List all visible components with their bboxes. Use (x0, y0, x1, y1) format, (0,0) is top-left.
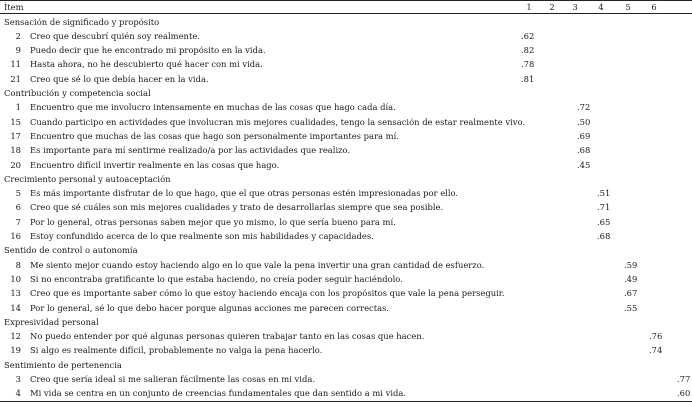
item-text: Creo que es importante saber cómo lo que estoy haciendo encaja con los propósitos que vale la pena perseguir. (30, 288, 505, 299)
item-text: Creo que sé lo que debía hacer en la vida. (30, 73, 209, 84)
table-row (0, 29, 692, 43)
item-text: Es más importante disfrutar de lo que hago, que el que otras personas estén impresionadas por ello. (30, 188, 459, 199)
factor-loading: .71 (597, 202, 611, 213)
factor-loading: .67 (624, 288, 638, 299)
factor-loading: .55 (624, 302, 638, 313)
header-col-6: 6 (651, 2, 657, 12)
item-text: Estoy confundido acerca de lo que realmente son mis habilidades y capacidades. (30, 231, 374, 241)
item-text: Si algo es realmente difícil, probablemente no valga la pena hacerlo. (30, 345, 323, 356)
factor-loading: .51 (597, 188, 611, 199)
table-row (0, 200, 692, 214)
section-title: Sensación de significado y propósito (4, 16, 160, 27)
item-number: 11 (10, 59, 21, 70)
factor-loading: .49 (624, 273, 638, 284)
header-col-5: 5 (625, 2, 631, 12)
factor-loading: .68 (597, 231, 611, 241)
factor-loading: .62 (521, 30, 535, 41)
item-number: 16 (10, 231, 21, 241)
factor-loading: .78 (521, 59, 535, 70)
table-row (0, 57, 692, 71)
item-number: 1 (15, 102, 21, 113)
factor-loading: .82 (521, 45, 535, 56)
factor-loading: .60 (677, 388, 691, 399)
item-text: Me siento mejor cuando estoy haciendo algo en lo que vale la pena invertir una gran cantidad de esfuerzo. (30, 259, 485, 270)
factor-loading: .77 (677, 374, 691, 384)
section-title: Contribución y competencia social (4, 88, 151, 98)
table-row (0, 343, 692, 357)
item-number: 5 (15, 188, 21, 199)
section-title: Sentido de control o autonomía (4, 245, 138, 256)
factor-loading: .59 (624, 259, 638, 270)
item-text: Cuando participo en actividades que involucran mis mejores cualidades, tengo la sensación de estar realmente vivo. (30, 116, 526, 127)
item-text: Mi vida se centra en un conjunto de creencias fundamentales que dan sentido a mi vida. (30, 388, 407, 399)
item-text: No puedo entender por qué algunas personas quieren trabajar tanto en las cosas que hacen. (30, 331, 425, 342)
item-text: Encuentro que me involucro intensamente en muchas de las cosas que hago cada día. (30, 102, 396, 113)
item-number: 2 (15, 30, 21, 41)
item-number: 6 (15, 202, 21, 213)
table-row (0, 143, 692, 157)
item-text: Puedo decir que he encontrado mi propósito en la vida. (30, 45, 266, 56)
item-number: 18 (10, 145, 21, 156)
section-title-row (0, 358, 692, 372)
header-col-3: 3 (572, 2, 578, 12)
section-title-row (0, 315, 692, 329)
item-text: Hasta ahora, no he descubierto qué hacer con mi vida. (30, 59, 263, 70)
item-text: Creo que sería ideal si me salieran fácilmente las cosas en mi vida. (30, 374, 315, 384)
table-row (0, 115, 692, 129)
table-row (0, 386, 692, 400)
factor-loading: .72 (577, 102, 591, 113)
table-row (0, 329, 692, 343)
table-row (0, 215, 692, 229)
table-row (0, 186, 692, 200)
section-title-row (0, 86, 692, 100)
factor-loading: .68 (577, 145, 591, 156)
header-col-4: 4 (598, 2, 604, 12)
item-number: 20 (10, 159, 21, 170)
item-number: 8 (15, 259, 21, 270)
table-row (0, 258, 692, 272)
item-number: 7 (15, 216, 21, 227)
table-row (0, 100, 692, 114)
item-number: 9 (15, 45, 21, 56)
item-text: Creo que sé cuáles son mis mejores cualidades y trato de desarrollarlas siempre que sea posible. (30, 202, 444, 213)
factor-loading: .74 (649, 345, 663, 356)
item-number: 17 (10, 130, 21, 141)
factor-loading: .76 (649, 331, 663, 342)
factor-loading: .50 (577, 116, 591, 127)
item-text: Por lo general, sé lo que debo hacer porque algunas acciones me parecen correctas. (30, 302, 390, 313)
item-text: Encuentro que muchas de las cosas que hago son personalmente importantes para mí. (30, 130, 399, 141)
table-row (0, 272, 692, 286)
section-title-row (0, 243, 692, 257)
item-text: Es importante para mí sentirme realizado/a por las actividades que realizo. (30, 145, 351, 156)
section-title: Crecimiento personal y autoaceptación (4, 173, 171, 184)
item-text: Encuentro difícil invertir realmente en las cosas que hago. (30, 159, 280, 170)
item-number: 10 (10, 273, 21, 284)
section-title-row (0, 172, 692, 186)
table-row (0, 129, 692, 143)
item-number: 3 (15, 374, 21, 384)
item-number: 15 (10, 116, 21, 127)
item-number: 13 (10, 288, 21, 299)
factor-loading: .69 (577, 130, 591, 141)
header-col-2: 2 (549, 2, 555, 12)
table-row (0, 286, 692, 300)
factor-loading: .65 (597, 216, 611, 227)
table-row (0, 301, 692, 315)
item-number: 19 (10, 345, 21, 356)
item-number: 4 (15, 388, 21, 399)
table-row (0, 372, 692, 386)
header-col-1: 1 (526, 2, 532, 12)
table-row (0, 72, 692, 86)
factor-loading: .45 (577, 159, 591, 170)
section-title: Expresividad personal (4, 316, 99, 327)
table-bottom-rule (0, 401, 692, 402)
table-row (0, 229, 692, 243)
item-number: 12 (10, 331, 21, 342)
item-text: Por lo general, otras personas saben mejor que yo mismo, lo que sería bueno para mí. (30, 216, 396, 227)
table-row (0, 158, 692, 172)
header-item-label: Ítem (4, 2, 24, 12)
item-number: 21 (10, 73, 21, 84)
table-row (0, 43, 692, 57)
item-number: 14 (10, 302, 21, 313)
item-text: Si no encontraba gratificante lo que estaba haciendo, no creía poder seguir haciéndolo. (30, 273, 403, 284)
item-text: Creo que descubrí quién soy realmente. (30, 30, 200, 41)
section-title: Sentimiento de pertenencia (4, 359, 122, 370)
factor-loading: .81 (521, 73, 535, 84)
section-title-row (0, 15, 692, 29)
